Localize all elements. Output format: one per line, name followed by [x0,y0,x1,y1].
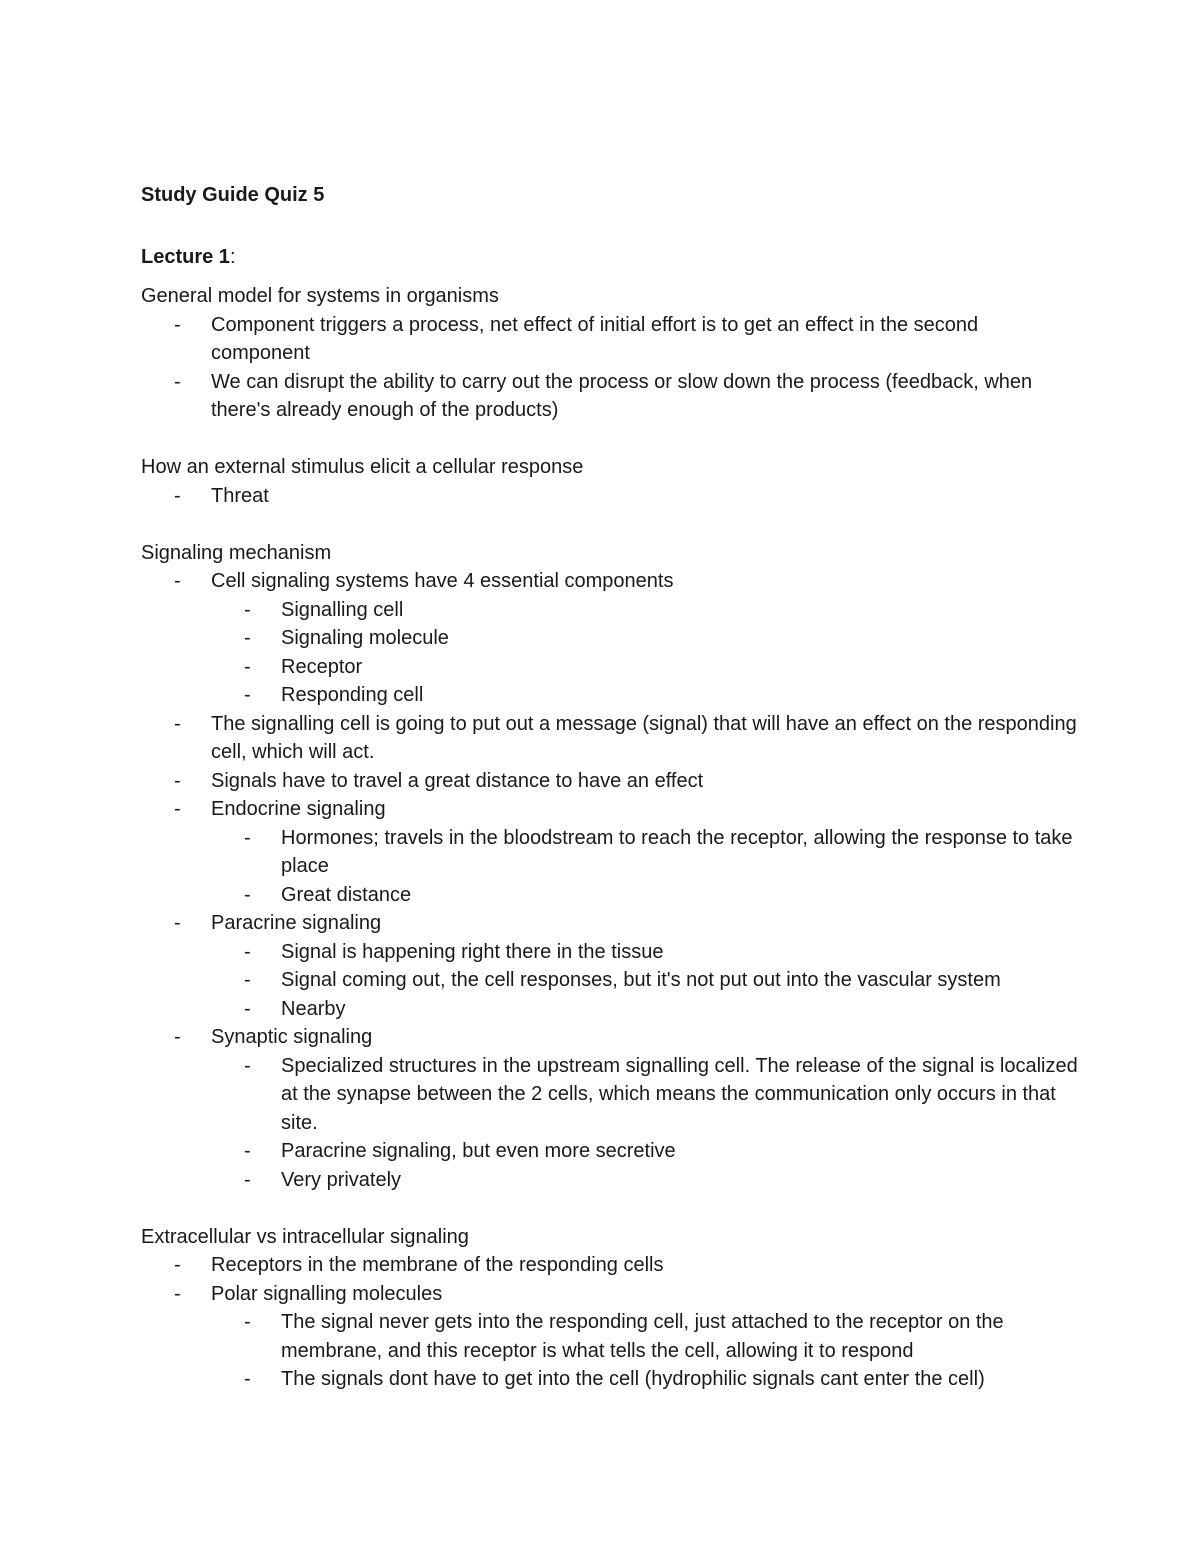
list-item-text: Paracrine signaling [211,912,382,934]
sub-list-item-text: The signals dont have to get into the cell (hydrophilic signals cant enter the cell) [281,1368,985,1390]
list-item [141,567,1081,710]
dash-bullet-icon: - [244,940,251,963]
document-title: Study Guide Quiz 5 [141,184,325,206]
notes-body [141,282,1081,1394]
list-item-text: Signals have to travel a great distance to have an effect [211,769,704,792]
sub-list-item-text: Very privately [281,1168,402,1191]
section [141,453,1081,510]
sub-list-item [211,653,1081,682]
dash-bullet-icon: - [244,627,251,649]
dash-bullet-icon: - [244,997,251,1020]
sub-list-item-text: Specialized structures in the upstream signalling cell. The release of the signal is localized at the synapse between the 2 cells, which means the communication only occurs in that site. [281,1054,1078,1134]
list-item-text: Component triggers a process, net effect of initial effort is to get an effect in the second component [211,313,979,364]
bullet-list [141,311,1081,425]
sub-list-item [211,824,1081,881]
list-item-text: Polar signalling molecules [211,1282,443,1305]
sub-list-item [211,1166,1081,1195]
dash-bullet-icon: - [244,1311,251,1333]
section-heading: Extracellular vs intracellular signaling [141,1225,469,1248]
sub-bullet-list [141,1052,1081,1195]
lecture-heading [141,240,1081,274]
list-item-text: Threat [211,484,269,507]
list-item [141,710,1081,767]
list-item [141,1023,1081,1194]
list-item-text: The signalling cell is going to put out a message (signal) that will have an effect on the responding cell, which will act. [211,712,1077,763]
dash-bullet-icon: - [244,1140,251,1162]
list-item-text: Synaptic signaling [211,1026,373,1048]
dash-bullet-icon: - [244,655,251,678]
lecture-suffix: : [229,246,236,268]
list-item-text: Endocrine signaling [211,798,386,820]
list-item [141,909,1081,1023]
section [141,1223,1081,1394]
sub-list-item [211,681,1081,710]
dash-bullet-icon: - [174,798,181,820]
bullet-list [141,1251,1081,1394]
dash-bullet-icon: - [244,826,251,849]
dash-bullet-icon: - [244,598,251,621]
dash-bullet-icon: - [244,1368,251,1390]
list-item [141,1251,1081,1280]
sub-list-item [211,596,1081,625]
sub-list-item [211,1137,1081,1166]
sub-list-item-text: Signal coming out, the cell responses, but it's not put out into the vascular system [281,969,1001,991]
sub-list-item [211,624,1081,653]
dash-bullet-icon: - [174,1282,181,1305]
bullet-list [141,482,1081,511]
document-page [141,178,1081,1394]
sub-list-item-text: Great distance [281,883,412,906]
dash-bullet-icon: - [174,1254,181,1276]
dash-bullet-icon: - [174,1026,181,1048]
dash-bullet-icon: - [174,769,181,792]
dash-bullet-icon: - [244,1168,251,1191]
sub-list-item-text: Receptor [281,655,363,678]
sub-list-item-text: Signal is happening right there in the tissue [281,940,664,963]
sub-bullet-list [141,938,1081,1024]
dash-bullet-icon: - [244,969,251,991]
lecture-label: Lecture 1 [141,246,230,268]
sub-list-item [211,881,1081,910]
sub-list-item-text: Paracrine signaling, but even more secretive [281,1140,676,1162]
sub-list-item [211,1365,1081,1394]
section-heading: How an external stimulus elicit a cellular response [141,456,584,478]
sub-bullet-list [141,596,1081,710]
dash-bullet-icon: - [244,883,251,906]
sub-list-item [211,1308,1081,1365]
section [141,539,1081,1195]
dash-bullet-icon: - [174,370,181,393]
dash-bullet-icon: - [174,912,181,934]
dash-bullet-icon: - [244,1054,251,1077]
sub-list-item-text: Responding cell [281,684,424,706]
sub-list-item [211,1052,1081,1138]
section [141,282,1081,425]
list-item [141,1280,1081,1394]
list-item [141,368,1081,425]
sub-bullet-list [141,824,1081,910]
list-item-text: We can disrupt the ability to carry out the process or slow down the process (feedback, when there's already enough of the products) [211,370,1033,421]
sub-list-item [211,966,1081,995]
list-item-text: Receptors in the membrane of the responding cells [211,1254,664,1276]
sub-list-item [211,995,1081,1024]
section-heading: Signaling mechanism [141,541,332,564]
list-item [141,795,1081,909]
list-item [141,482,1081,511]
dash-bullet-icon: - [174,313,181,336]
list-item-text: Cell signaling systems have 4 essential components [211,570,674,592]
sub-list-item-text: Signalling cell [281,598,404,621]
sub-list-item-text: Nearby [281,997,346,1020]
dash-bullet-icon: - [174,570,181,592]
list-item [141,767,1081,796]
bullet-list [141,567,1081,1194]
sub-list-item-text: Hormones; travels in the bloodstream to reach the receptor, allowing the response to take place [281,826,1073,877]
sub-list-item-text: The signal never gets into the responding cell, just attached to the receptor on the membrane, and this receptor is what tells the cell, allowing it to respond [281,1311,1004,1362]
list-item [141,311,1081,368]
dash-bullet-icon: - [244,684,251,706]
section-heading: General model for systems in organisms [141,285,499,307]
dash-bullet-icon: - [174,712,181,735]
sub-list-item-text: Signaling molecule [281,627,449,649]
dash-bullet-icon: - [174,484,181,507]
sub-bullet-list [141,1308,1081,1394]
sub-list-item [211,938,1081,967]
